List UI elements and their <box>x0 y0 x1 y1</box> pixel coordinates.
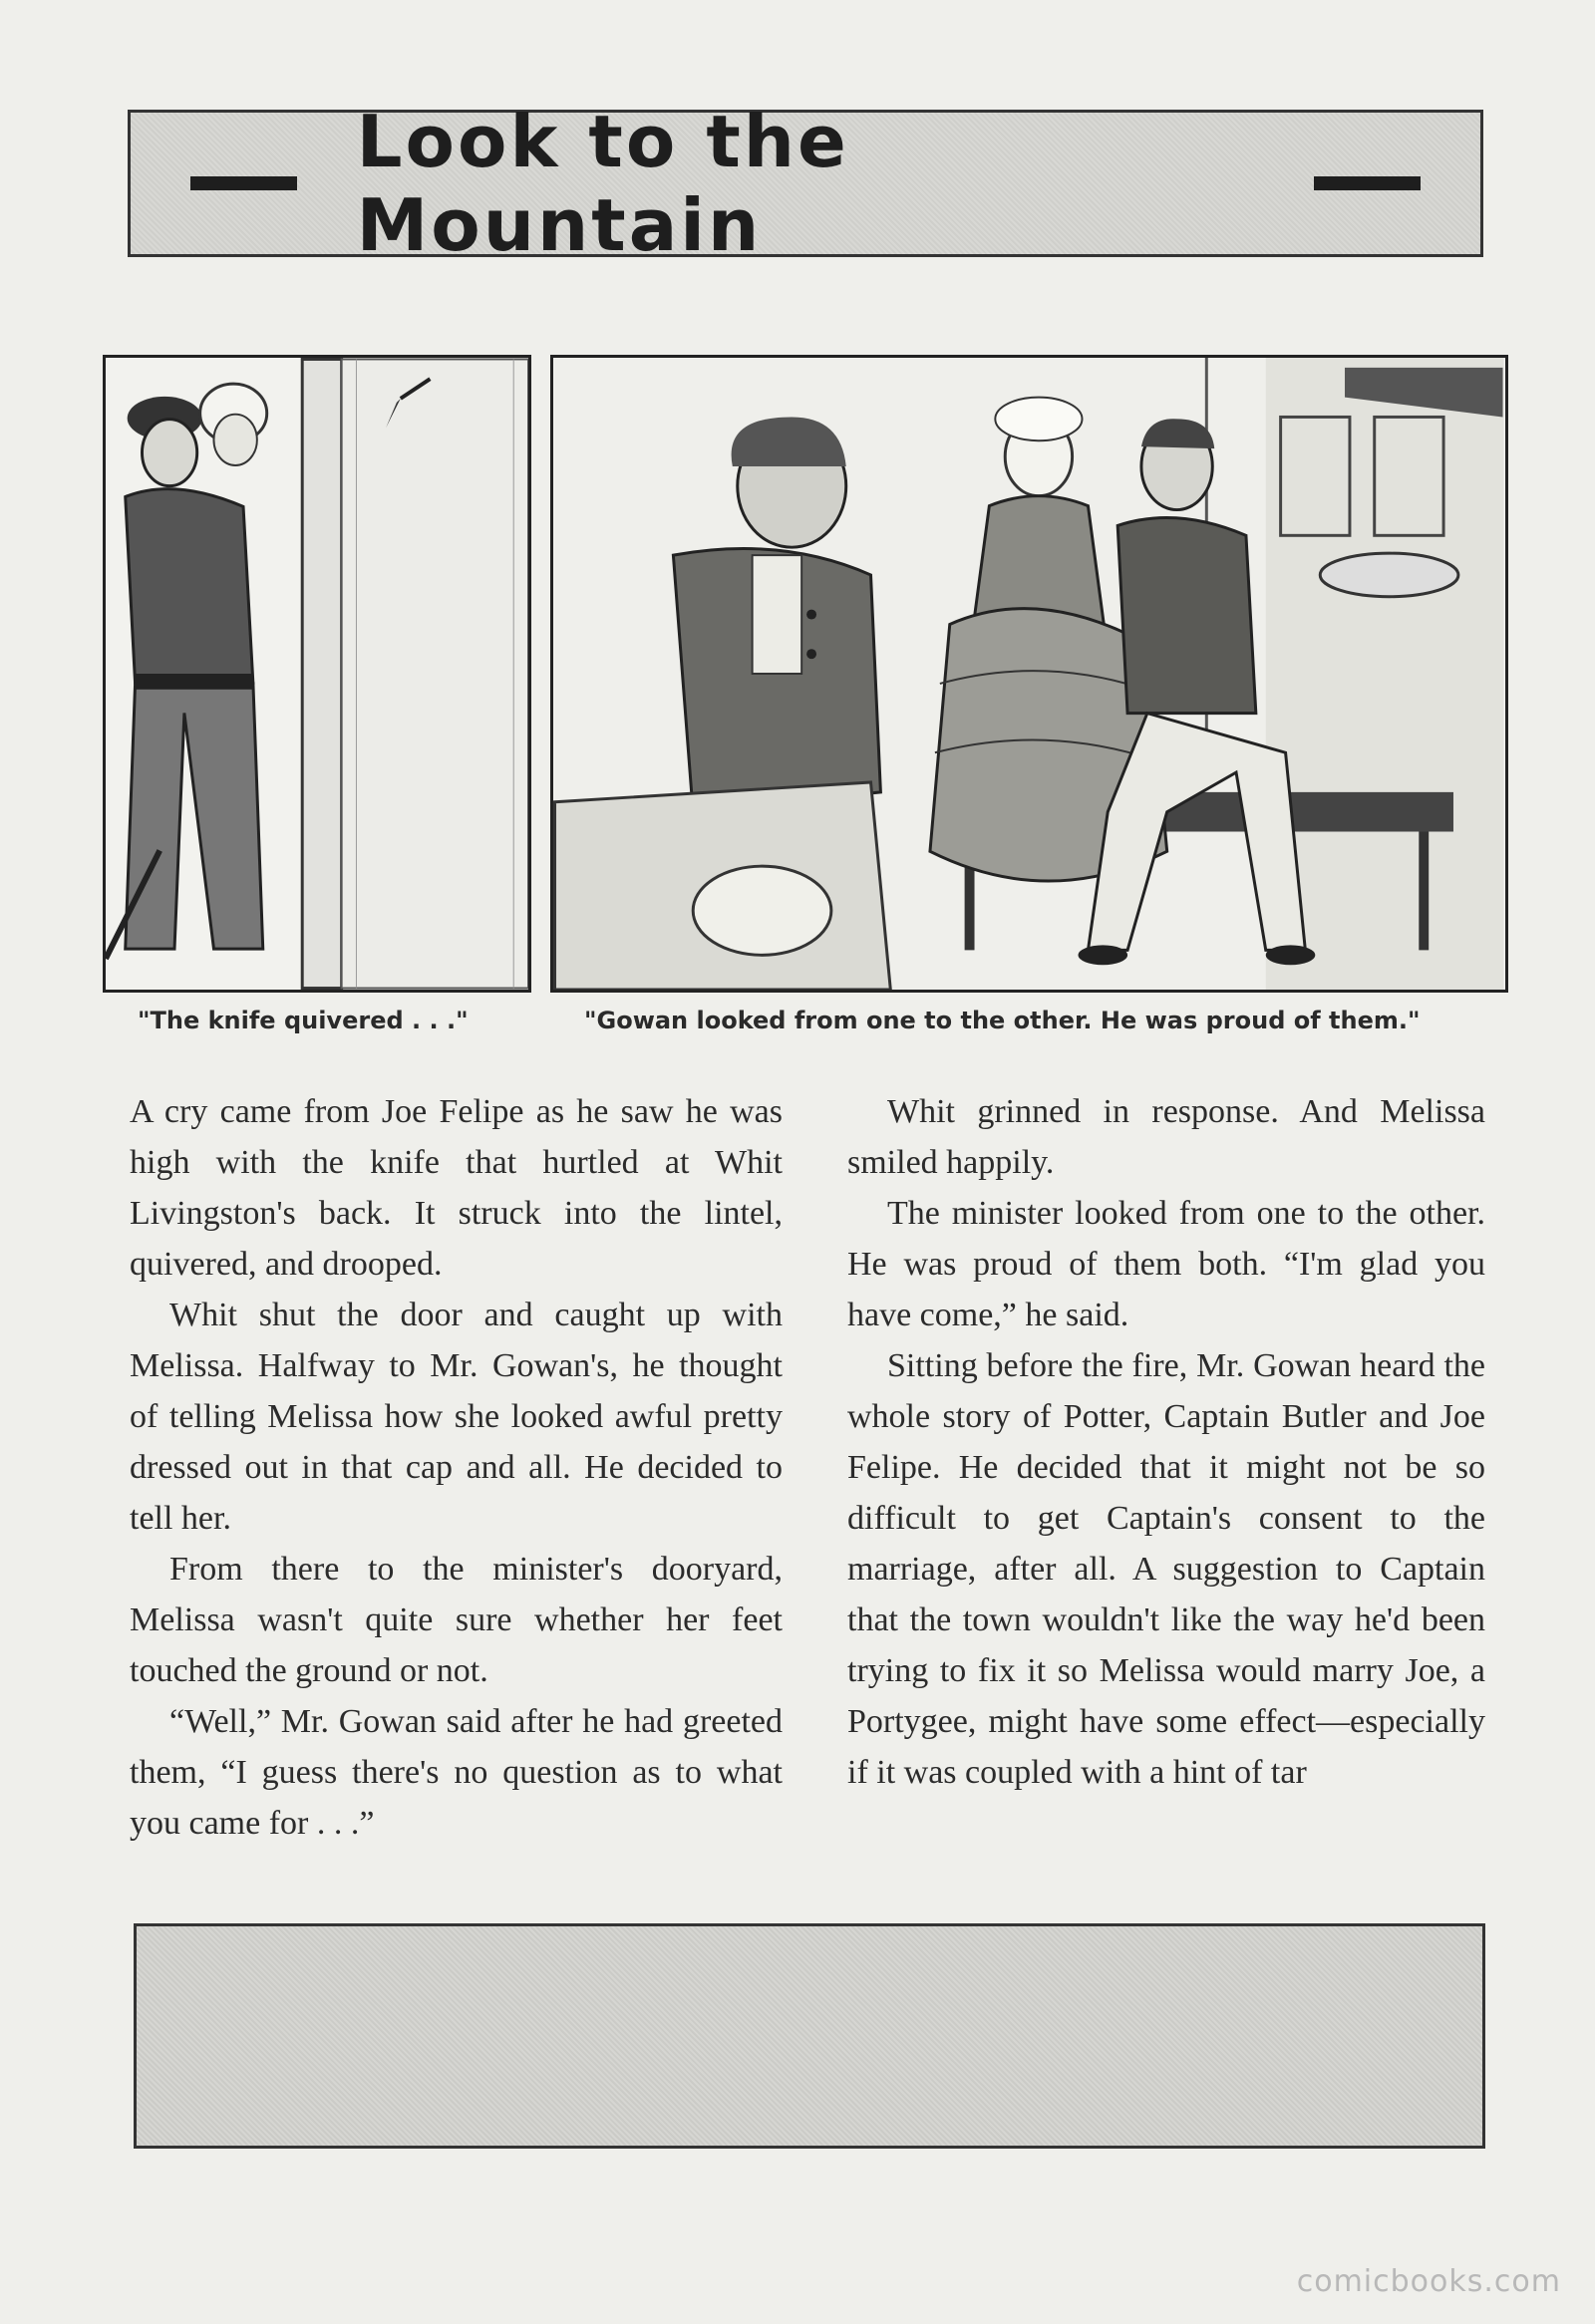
paragraph: A cry came from Joe Felipe as he saw he was high with the knife that hurtled at Whit Livingston's back. It struck into the lintel, quivered, and drooped. <box>130 1093 783 1283</box>
paragraph: The minister looked from one to the other. He was proud of them both. “I'm glad you have come,” he said. <box>847 1195 1485 1333</box>
paragraph: Sitting before the fire, Mr. Gowan heard the whole story of Potter, Captain Butler and Joe Felipe. He decided that it might not be so difficult to get Captain's consent to the marriage, after all. A suggestion to Captain that the town wouldn't like the way he'd been trying to fix it so Melissa would marry Joe, a Portygee, might have some effect—especially if it was coupled with a hint of tar <box>847 1347 1485 1791</box>
gowan-illustration <box>553 358 1505 990</box>
text-column-right <box>847 1086 1485 1798</box>
paragraph: Whit grinned in response. And Melissa smiled happily. <box>847 1093 1485 1181</box>
paragraph: From there to the minister's dooryard, Melissa wasn't quite sure whether her feet touched the ground or not. <box>130 1551 783 1689</box>
title-dash-right <box>1314 176 1421 190</box>
paragraph: “Well,” Mr. Gowan said after he had greeted them, “I guess there's no question as to what you came for . . .” <box>130 1703 783 1842</box>
caption-right: "Gowan looked from one to the other. He was proud of them." <box>584 1007 1421 1034</box>
paragraph: Whit shut the door and caught up with Melissa. Halfway to Mr. Gowan's, he thought of telling Melissa how she looked awful pretty dressed out in that cap and all. He decided to tell her. <box>130 1297 783 1537</box>
text-column-left <box>130 1086 783 1849</box>
bottom-halftone-box <box>134 1923 1485 2149</box>
page-title: Look to the Mountain <box>356 100 849 267</box>
knife-illustration <box>106 358 528 990</box>
title-dash-left <box>190 176 297 190</box>
caption-left: "The knife quivered . . ." <box>138 1007 469 1034</box>
watermark: comicbooks.com <box>1296 2264 1561 2299</box>
illustration-panel-knife <box>103 355 531 993</box>
illustration-panel-gowan <box>550 355 1508 993</box>
title-banner <box>128 100 1483 267</box>
